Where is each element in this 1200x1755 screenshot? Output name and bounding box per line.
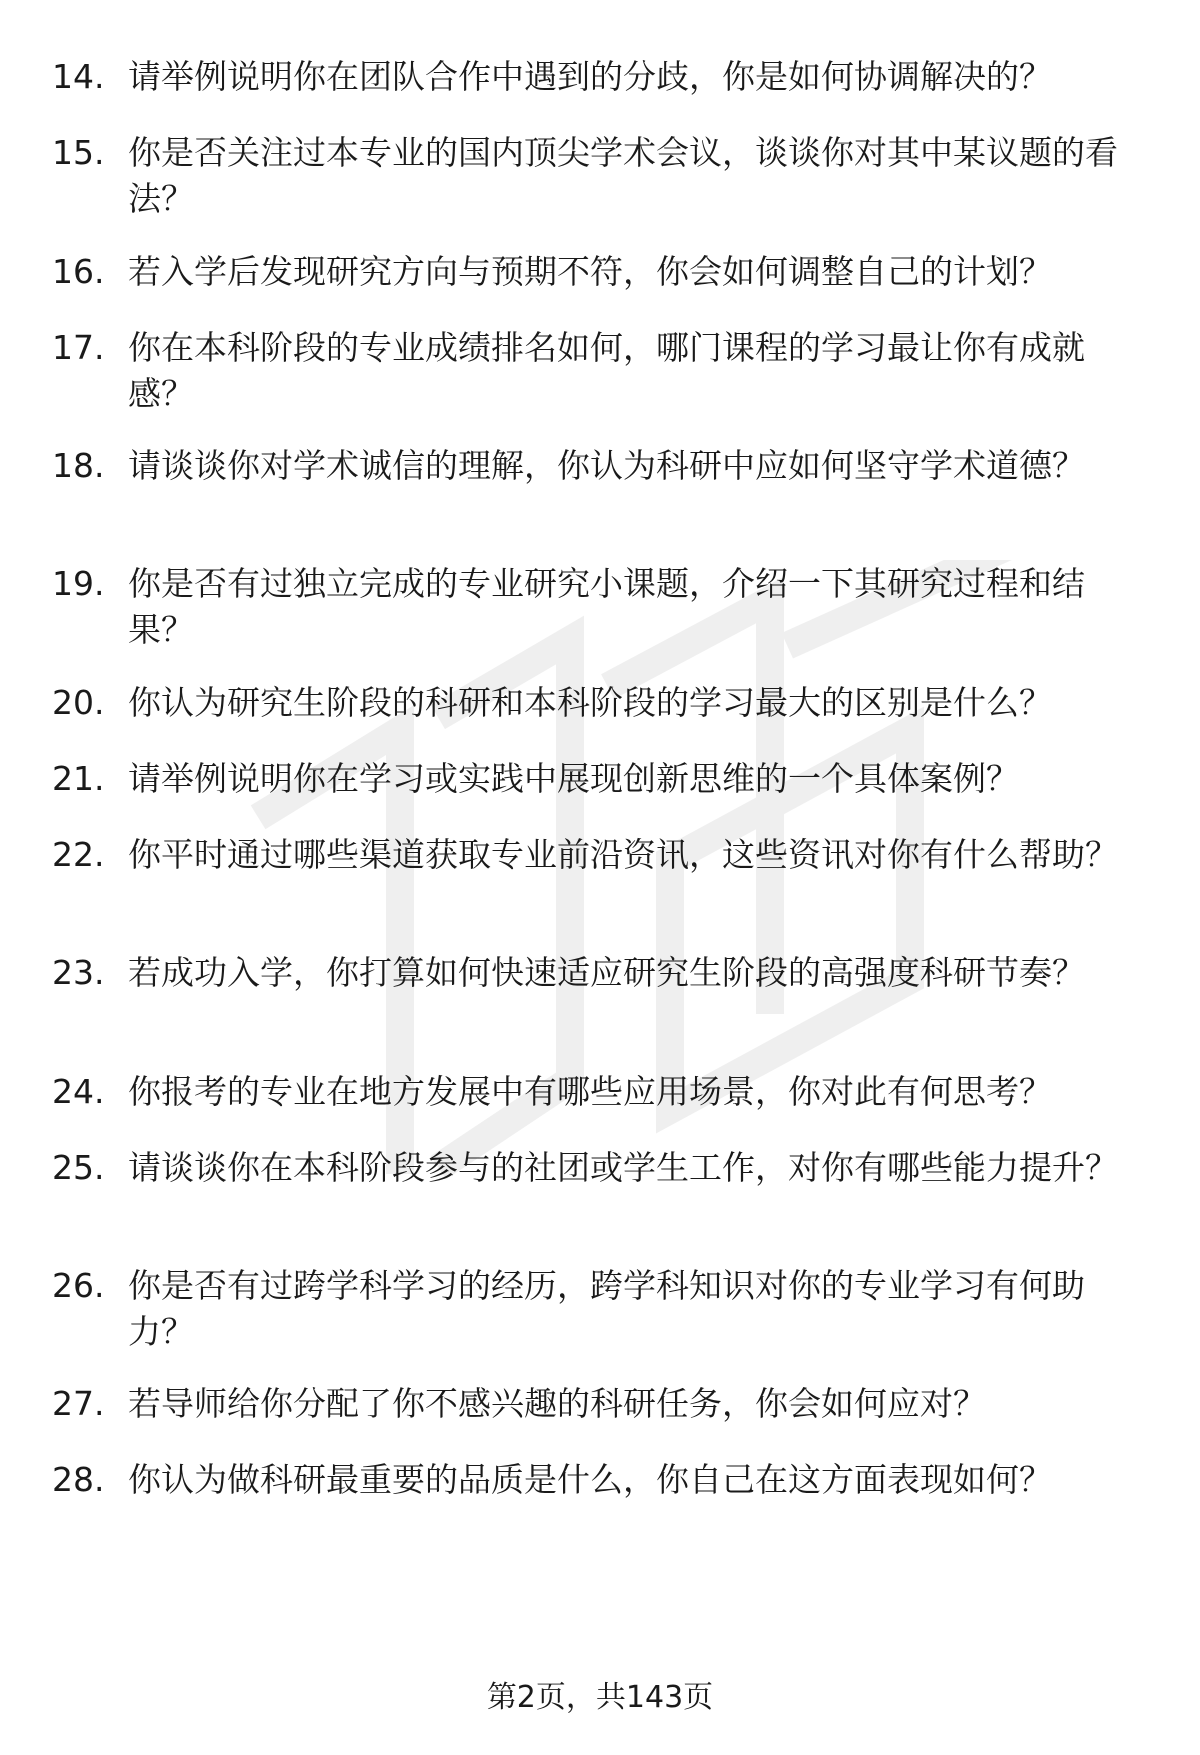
question-text: 你是否有过跨学科学习的经历，跨学科知识对你的专业学习有何助力？ [128, 1266, 1085, 1351]
question-number: 23. [52, 953, 105, 992]
question-text: 若入学后发现研究方向与预期不符，你会如何调整自己的计划？ [128, 252, 1052, 291]
question-number: 24. [52, 1072, 105, 1111]
question-text: 若导师给你分配了你不感兴趣的科研任务，你会如何应对？ [128, 1384, 986, 1423]
question-number: 21. [52, 759, 105, 798]
question-number: 20. [52, 683, 105, 722]
question-text: 你认为研究生阶段的科研和本科阶段的学习最大的区别是什么？ [128, 683, 1052, 722]
question-number: 17. [52, 328, 105, 367]
question-text: 你是否有过独立完成的专业研究小课题，介绍一下其研究过程和结果？ [128, 564, 1085, 649]
question-text: 你认为做科研最重要的品质是什么，你自己在这方面表现如何？ [128, 1460, 1052, 1499]
question-number: 16. [52, 252, 105, 291]
question-text: 若成功入学，你打算如何快速适应研究生阶段的高强度科研节奏？ [128, 953, 1085, 992]
question-number: 22. [52, 835, 105, 874]
question-text: 请谈谈你在本科阶段参与的社团或学生工作，对你有哪些能力提升？ [128, 1148, 1118, 1187]
question-text: 你报考的专业在地方发展中有哪些应用场景，你对此有何思考？ [128, 1072, 1052, 1111]
question-number: 19. [52, 564, 105, 603]
question-number: 15. [52, 133, 105, 172]
question-number: 27. [52, 1384, 105, 1423]
question-number: 25. [52, 1148, 105, 1187]
page-footer [0, 1678, 1200, 1718]
question-number: 14. [52, 57, 105, 96]
question-number: 28. [52, 1460, 105, 1499]
question-text: 你平时通过哪些渠道获取专业前沿资讯，这些资讯对你有什么帮助？ [128, 835, 1118, 874]
page-number-label: 第2页，共143页 [486, 1680, 714, 1715]
question-text: 你是否关注过本专业的国内顶尖学术会议，谈谈你对其中某议题的看法？ [128, 133, 1118, 218]
question-text: 请举例说明你在团队合作中遇到的分歧，你是如何协调解决的？ [128, 57, 1052, 96]
question-text: 你在本科阶段的专业成绩排名如何，哪门课程的学习最让你有成就感？ [128, 328, 1085, 413]
question-number: 18. [52, 446, 105, 485]
question-text: 请谈谈你对学术诚信的理解，你认为科研中应如何坚守学术道德？ [128, 446, 1085, 485]
question-text: 请举例说明你在学习或实践中展现创新思维的一个具体案例？ [128, 759, 1019, 798]
question-number: 26. [52, 1266, 105, 1305]
